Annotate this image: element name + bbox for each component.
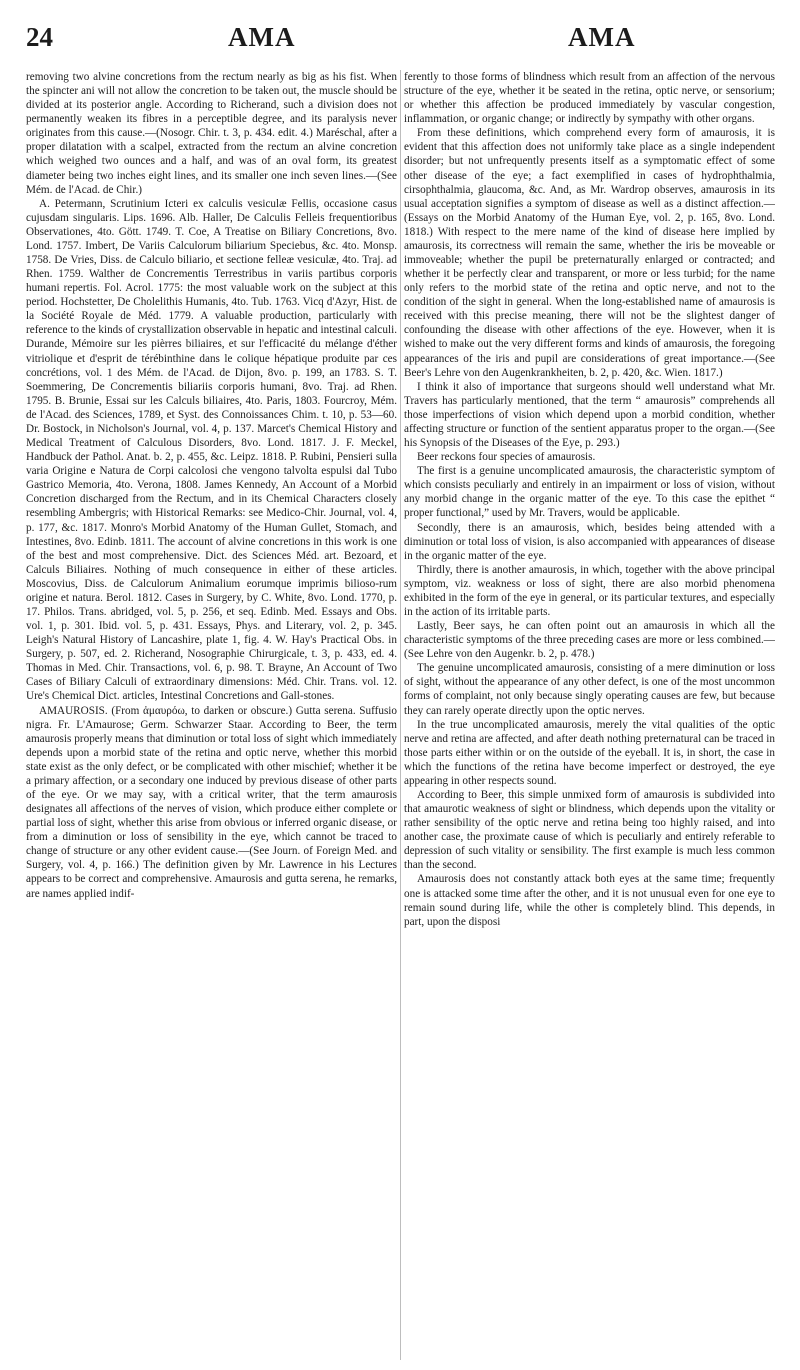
page-number: 24 [26,22,53,52]
paragraph: Thirdly, there is another amaurosis, in which, together with the above principal symptom, viz. weakness or loss of sight, there are also morbid phenomena exhibited in the form of the eye in general, or its particular textures, and especially in the action of its irritable parts. [404,563,775,618]
paragraph: According to Beer, this simple unmixed form of amaurosis is subdivided into that amaurotic weakness of sight or blindness, which depends upon the vitality or rather sensibility of the optic nerve and retina being too highly raised, and into another case, the proximate cause of which is peculiarly and entirely referable to depression of such vitality or sensibility. The first example is much less common than the second. [404,788,775,872]
paragraph: The first is a genuine uncomplicated amaurosis, the characteristic symptom of which consists peculiarly and entirely in an impairment or loss of vision, without any morbid change in the organic matter of the eye. To this case the epithet “ proper functional,” used by Mr. Travers, would be applicable. [404,465,775,520]
paragraph: Amaurosis does not constantly attack both eyes at the same time; frequently one is attacked some time after the other, and it is not unusual even for one eye to remain sound during life, while the other is completely blind. This depends, in part, upon the disposi [404,873,775,928]
running-header [26,22,774,58]
paragraph: Secondly, there is an amaurosis, which, besides being attended with a diminution or total loss of vision, is also accompanied with appearances of disease in the organic matter of the eye. [404,521,775,562]
paragraph: In the true uncomplicated amaurosis, merely the vital qualities of the optic nerve and retina are affected, and after death nothing preternatural can be traced in those parts either within or on the outside of the eyeball. It is, in short, the case in which the functions of the retina have become imperfect or destroyed, the eye appearing in other respects sound. [404,718,775,787]
right-column [404,70,775,1360]
running-head-right: AMA [568,22,636,52]
paragraph: From these definitions, which comprehend every form of amaurosis, it is evident that this affection does not uniformly take place as a single independent disorder; but not unfrequently presents itself as a symptomatic effect of some other disease of the eye; a fact exemplified in cases of hydrophthalmia, cirsophthalmia, glaucoma, &c. And, as Mr. Wardrop observes, amaurosis in its usual acceptation signifies a symptom of disease as well as a distinct affection.—(Essays on the Morbid Anatomy of the Human Eye, vol. 2, p. 165, 8vo. Lond. 1818.) With respect to the mere name of the kind of disease here implied by amaurosis, its correctness will remain the same, whether the iris be moveable or immoveable; whether the pupil be preternaturally enlarged or contracted; and whether it be perfectly clear and transparent, or more or less turbid; for the name only refers to the morbid state of the retina and optic nerve, and not to the condition of the sight in general. When the long-established name of amaurosis is received with this precise meaning, there will not be the slightest danger of confounding the disease with other affections of the eye. However, when it is wished to make out the very different forms and kinds of amaurosis, the foregoing appearances of the iris and pupil are considerations of great importance.—(See Beer's Lehre von den Augenkrankheiten, b. 2, p. 420, &c. Wien. 1817.) [404,127,775,379]
paragraph: A. Petermann, Scrutinium Icteri ex calculis vesiculæ Fellis, occasione casus cujusdam singularis. Lips. 1696. Alb. Haller, De Calculis Felleis frequentioribus Observationes, 4to. Gött. 1749. T. Coe, A Treatise on Biliary Concretions, 8vo. Lond. 1757. Imbert, De Variis Calculorum biliarium Speciebus, &c. 4to. Monsp. 1758. De Vries, Diss. de Calculo biliario, et sectione felleæ vesiculæ, 4to. Traj. ad Rhen. 1759. Walther de Concrementis Terrestribus in variis partibus corporis humani repertis. Fol. Acrol. 1775: the most valuable work on the subject at this period. Hochstetter, De Cholelithis Humanis, 4to. Tub. 1763. Vicq d'Azyr, Hist. de la Société Royale de Méd. 1779. A valuable production, particularly with reference to the kinds of crystallization observable in hepatic and intestinal calculi. Durande, Mémoire sur les pièrres biliaires, et sur l'efficacité du mélange d'éther vitriolique et d'esprit de térébinthine dans le colique hépatique produite par ces concrétions, vol. 1 des Mém. de l'Acad. de Dijon, 8vo. p. 199, an 1783. S. T. Soemmering, De Concrementis biliariis corporis humani, 8vo. Traj. ad Rhen. 1795. B. Brunie, Essai sur les Calculs biliaires, 4to. Paris, 1803. Fourcroy, Mém. de l'Acad. des Sciences, 1789, et Syst. des Connoissances Chim. t. 10, p. 53—60. Dr. Bostock, in Nicholson's Journal, vol. 4, p. 137. Marcet's Chemical History and Medical Treatment of Calculous Disorders, 8vo. Lond. 1817. J. F. Meckel, Handbuck der Pathol. Anat. b. 2, p. 455, &c. Leipz. 1818. P. Rubini, Pensieri sulla varia Origine e Natura de Corpi calcolosi che vengono talvolta espulsi dal Tubo Gastrico Memoria, 4to. Verona, 1808. James Kennedy, An Account of a Morbid Concretion discharged from the Rectum, and in its Chemical Characters closely resembling Ambergris; with Historical Remarks: see Medico-Chir. Journal, vol. 4, p. 177, &c. 1817. Monro's Morbid Anatomy of the Human Gullet, Stomach, and Intestines, 8vo. Edinb. 1811. The account of alvine concretions in this work is one of the best and most comprehensive. Dict. des Sciences Méd. art. Bezoard, et Calculs Biliaires. Nothing of much consequence in either of these articles. Moscovius, Diss. de Calculorum Animalium eorumque imprimis bilioso-rum origine et natura. Berol. 1812. Cases in Surgery, by C. White, 8vo. Lond. 1770, p. 17. Philos. Trans. abridged, vol. 5, p. 256, et seq. Edinb. Med. Essays and Obs. vol. 1, p. 301. Ibid. vol. 5, p. 431. Essays, Phys. and Literary, vol. 2, p. 345. Leigh's Natural History of Lancashire, plate 1, fig. 4. W. Hay's Practical Obs. in Surgery, p. 507, ed. 2. Richerand, Nosographie Chirurgicale, t. 3, p. 433, ed. 4. Thomas in Med. Chir. Transactions, vol. 6, p. 98. T. Brayne, An Account of Two Cases of Biliary Calculi of extraordinary dimensions: Méd. Chir. Trans. vol. 12. Ure's Chemical Dict. articles, Intestinal Concretions and Gall-stones. [26,197,397,703]
column-divider [400,70,401,1360]
paragraph: Lastly, Beer says, he can often point out an amaurosis in which all the characteristic symptoms of the three preceding cases are more or less combined.—(See Lehre von den Augenkr. b. 2, p. 478.) [404,620,775,661]
paragraph: I think it also of importance that surgeons should well understand what Mr. Travers has particularly mentioned, that the term “ amaurosis” comprehends all those imperfections of vision which depend upon a morbid condition, whether affecting structure or function of the sentient apparatus proper to the organ.—(See his Synopsis of the Diseases of the Eye, p. 293.) [404,380,775,450]
paragraph: AMAUROSIS. (From ἀμαυρόω, to darken or obscure.) Gutta serena. Suffusio nigra. Fr. L'Amaurose; Germ. Schwarzer Staar. According to Beer, the term amaurosis properly means that diminution or total loss of sight which immediately depends upon a morbid state of the retina and optic nerve, whether this morbid state exist as the only defect, or be complicated with other mischief; whether it be a primary affection, or a secondary one induced by previous disease of other parts of the eye. Or we may say, with a critical writer, that the term amaurosis designates all affections of the nerves of vision, which produce either complete or partial loss of sight, whether this arise from obvious or inferred organic disease, or from a diminution or loss of sensibility in the eye, which cannot be traced to change of structure or any other evident cause.—(See Journ. of Foreign Med. and Surgery, vol. 4, p. 166.) The definition given by Mr. Lawrence in his Lectures appears to be correct and comprehensive. Amaurosis and gutta serena, he remarks, are names applied indif- [26,704,397,900]
paragraph: The genuine uncomplicated amaurosis, consisting of a mere diminution or loss of sight, without the appearance of any other defect, is one of the most uncommon forms of complaint, not only because singly operating causes are few, but because they can rarely operate directly upon the optic nerves. [404,662,775,717]
paragraph: removing two alvine concretions from the rectum nearly as big as his fist. When the spincter ani will not allow the concretion to be taken out, the muscle should be divided at its posterior angle. According to Richerand, such a division does not permanently weaken its fibres in a perceptible degree, and its paralysis never originates from this cause.—(Nosogr. Chir. t. 3, p. 434. edit. 4.) Maréschal, after a proper dilatation with a scalpel, extracted from the rectum an alvine concretion which weighed two ounces and a half, and was of an oval form, its greatest diameter being two inches eight lines, and its smaller one inch seven lines.—(See Mém. de l'Acad. de Chir.) [26,71,397,196]
running-head-left: AMA [228,22,296,52]
paragraph: Beer reckons four species of amaurosis. [417,451,596,464]
paragraph: ferently to those forms of blindness which result from an affection of the nervous structure of the eye, whether it be seated in the retina, optic nerve, or sensorium; or whether this affection be produced immediately by vascular congestion, inflammation, or organic change; or indirectly by sympathy with other organs. [404,71,775,126]
left-column [26,70,397,1360]
